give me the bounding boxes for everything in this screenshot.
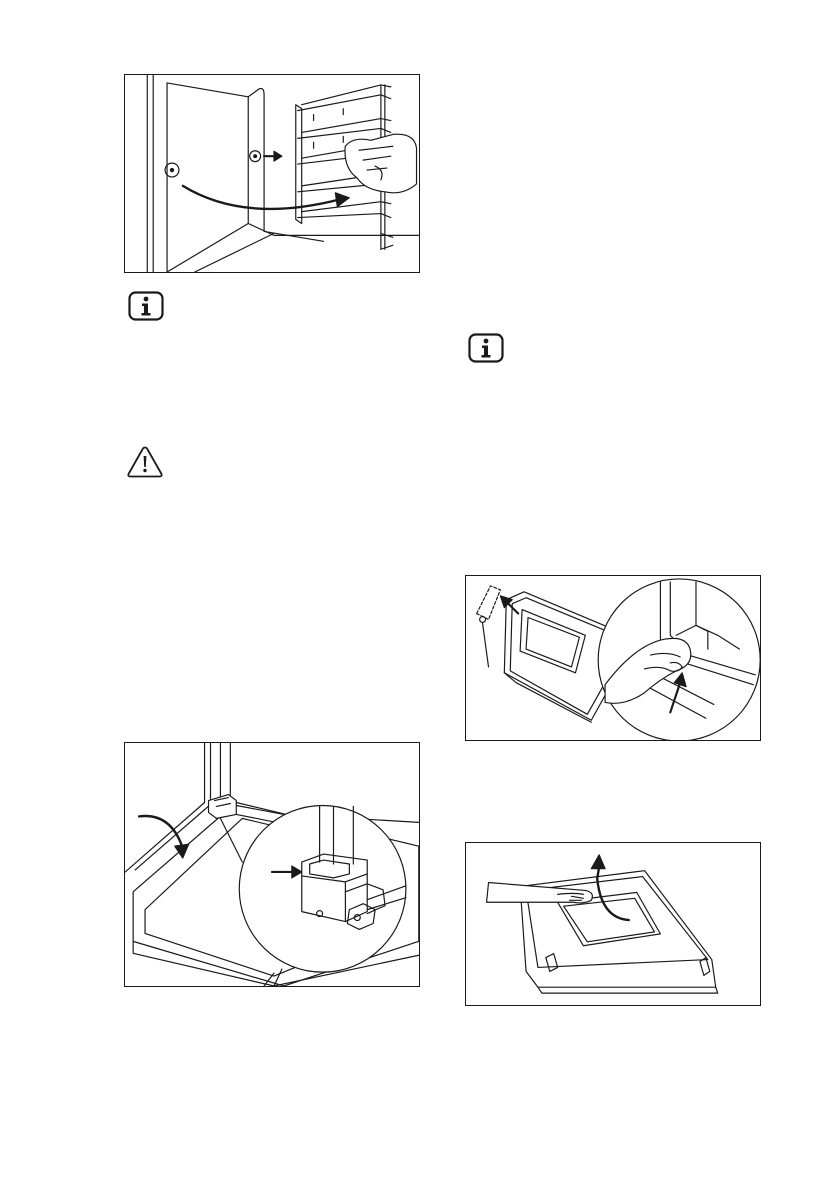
info-icon (468, 333, 504, 363)
info-icon (128, 291, 164, 321)
shelf-support-removal-illustration (124, 74, 420, 273)
door-hinge-release-illustration (124, 742, 420, 987)
door-glass-panel-lift-illustration (465, 575, 761, 741)
door-panel-removal-illustration (465, 842, 761, 1006)
warning-icon (126, 445, 164, 479)
